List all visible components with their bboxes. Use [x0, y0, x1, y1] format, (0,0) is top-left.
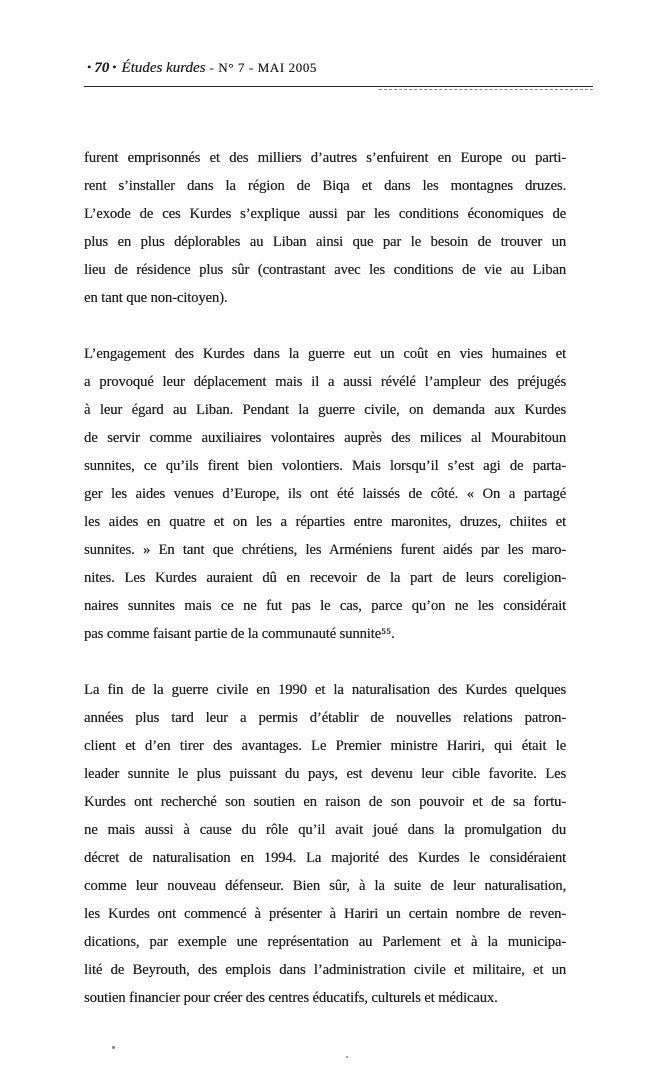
- text-line: années plus tard leur a permis d’établir de nouvelles relations patron-: [84, 710, 566, 726]
- text-line: ger les aides venues d’Europe, ils ont été laissés de côté. « On a partagé: [84, 486, 566, 502]
- text-line: les Kurdes ont commencé à présenter à Hariri un certain nombre de reven-: [84, 906, 566, 922]
- text-line: sunnites. » En tant que chrétiens, les Arméniens furent aidés par les maro-: [84, 542, 566, 558]
- page-number: 70: [94, 60, 110, 76]
- text-line: lité de Beyrouth, des emplois dans l’administration civile et militaire, et un: [84, 962, 566, 978]
- text-line: dications, par exemple une représentation au Parlement et à la municipa-: [84, 934, 566, 950]
- text-line: client et d’en tirer des avantages. Le Premier ministre Hariri, qui était le: [84, 738, 566, 754]
- text-line: les aides en quatre et on les a réparties entre maronites, druzes, chiites et: [84, 514, 566, 530]
- text-line: nites. Les Kurdes auraient dû en recevoir de la part de leurs coreligion-: [84, 570, 566, 586]
- text-line: rent s’installer dans la région de Biqa et dans les montagnes druzes.: [84, 178, 566, 194]
- text-line: à leur égard au Liban. Pendant la guerre civile, on demanda aux Kurdes: [84, 402, 566, 418]
- text-line: en tant que non-citoyen).: [84, 290, 228, 306]
- text-line: soutien financier pour créer des centres éducatifs, culturels et médicaux.: [84, 990, 498, 1006]
- header-bullet-icon: •: [112, 60, 117, 74]
- text-line: lieu de résidence plus sûr (contrastant avec les conditions de vie au Liban: [84, 262, 566, 278]
- text-line: a provoqué leur déplacement mais il a aussi révélé l’ampleur des préjugés: [84, 374, 566, 390]
- paragraph: [84, 340, 566, 648]
- text-line: sunnites, ce qu’ils firent bien volontiers. Mais lorsqu’il s’est agi de parta-: [84, 458, 566, 474]
- text-line: L’exode de ces Kurdes s’explique aussi par les conditions économiques de: [84, 206, 566, 222]
- running-header: [84, 60, 593, 77]
- text-line: ne mais aussi à cause du rôle qu’il avait joué dans la promulgation du: [84, 822, 566, 838]
- page-body: [84, 144, 566, 1012]
- text-line: naires sunnites mais ce ne fut pas le cas, parce qu’on ne les considérait: [84, 598, 566, 614]
- journal-title: Études kurdes: [121, 60, 206, 76]
- text-line: La fin de la guerre civile en 1990 et la naturalisation des Kurdes quelques: [84, 682, 566, 698]
- issue-info: - N° 7 - MAI 2005: [209, 60, 317, 75]
- paragraph: [84, 676, 566, 1012]
- paragraph: [84, 144, 566, 312]
- scan-speck: [346, 1056, 348, 1058]
- text-line: décret de naturalisation en 1994. La majorité des Kurdes le considéraient: [84, 850, 566, 866]
- header-bullet-icon: •: [87, 60, 92, 74]
- text-line: plus en plus déplorables au Liban ainsi que par le besoin de trouver un: [84, 234, 566, 250]
- text-line: furent emprisonnés et des milliers d’autres s’enfuirent en Europe ou parti-: [84, 150, 566, 166]
- text-line: pas comme faisant partie de la communauté sunnite⁵⁵.: [84, 626, 395, 642]
- text-line: leader sunnite le plus puissant du pays, est devenu leur cible favorite. Les: [84, 766, 566, 782]
- scan-speck: [112, 1046, 115, 1049]
- text-line: de servir comme auxiliaires volontaires auprès des milices al Mourabitoun: [84, 430, 566, 446]
- text-line: Kurdes ont recherché son soutien en raison de son pouvoir et de sa fortu-: [84, 794, 566, 810]
- text-line: L’engagement des Kurdes dans la guerre eut un coût en vies humaines et: [84, 346, 566, 362]
- text-line: comme leur nouveau défenseur. Bien sûr, à la suite de leur naturalisation,: [84, 878, 566, 894]
- header-rule: [84, 86, 593, 87]
